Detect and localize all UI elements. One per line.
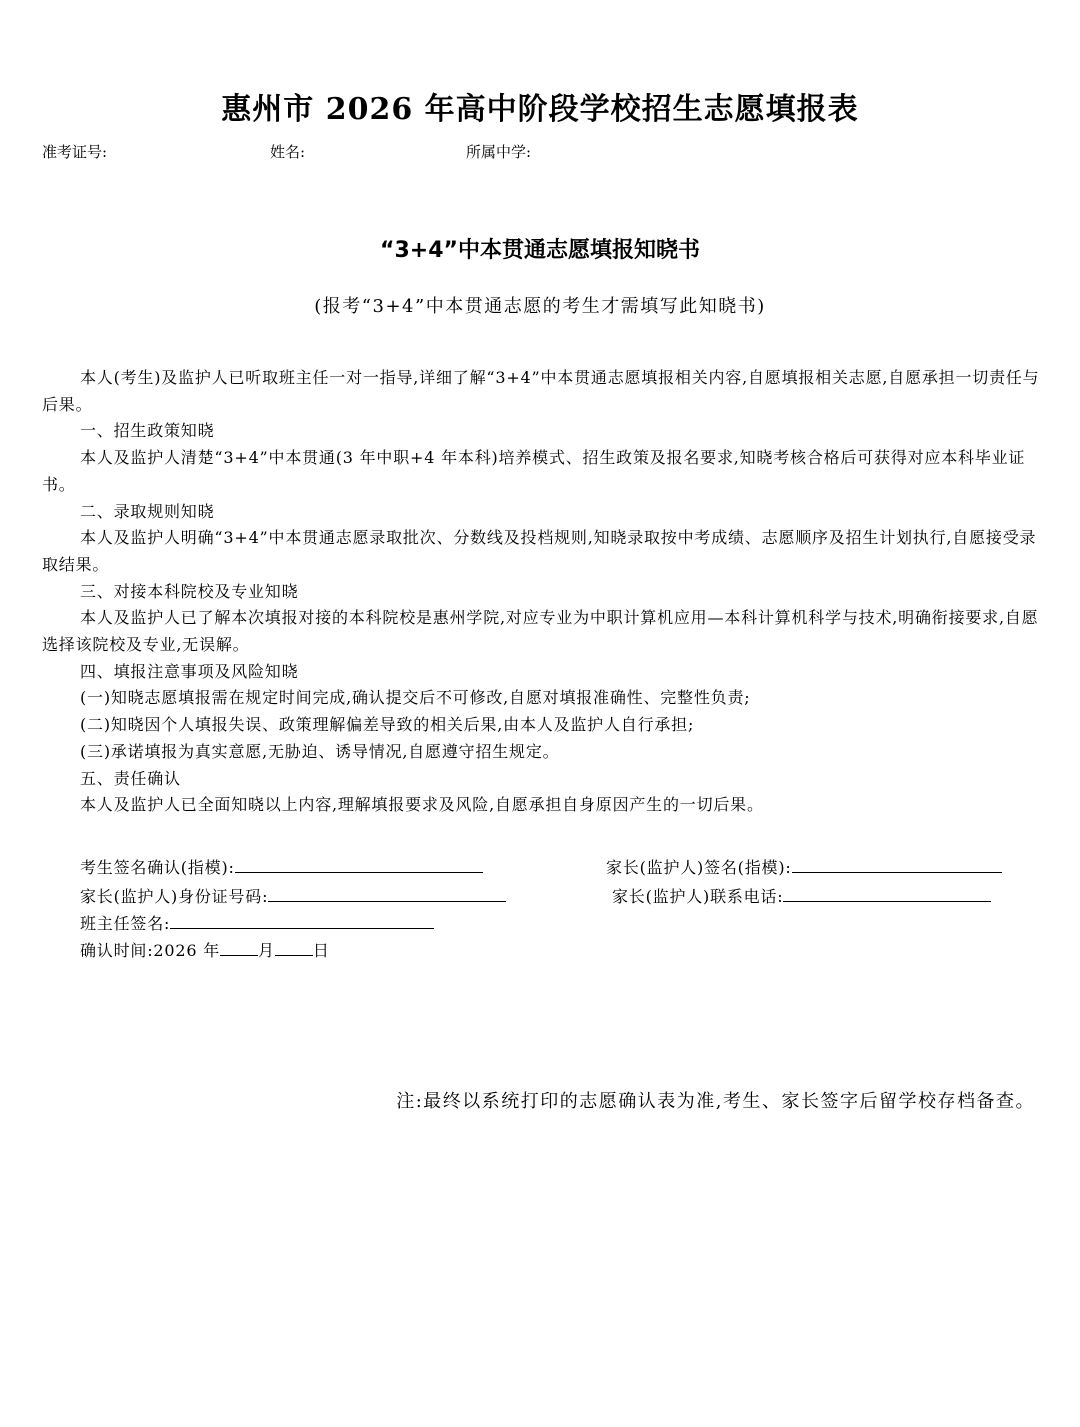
section-1-text: 本人及监护人清楚“3+4”中本贯通(3 年中职+4 年本科)培养模式、招生政策及报名要求,知晓考核合格后可获得对应本科毕业证书。 [42, 448, 1026, 494]
section-1-heading: 一、招生政策知晓 [80, 421, 215, 441]
notice-subtitle: (报考“3+4”中本贯通志愿的考生才需填写此知晓书) [314, 296, 766, 317]
section-4-item-1: (一)知晓志愿填报需在规定时间完成,确认提交后不可修改,自愿对填报准确性、完整性负责; [80, 688, 751, 708]
section-2-text: 本人及监护人明确“3+4”中本贯通志愿录取批次、分数线及投档规则,知晓录取按中考成绩、志愿顺序及招生计划执行,自愿接受录取结果。 [42, 528, 1037, 574]
day-label: 日 [312, 941, 330, 960]
teacher-signature-label: 班主任签名: [80, 914, 171, 933]
section-4-item-2: (二)知晓因个人填报失误、政策理解偏差导致的相关后果,由本人及监护人自行承担; [80, 715, 695, 735]
month-field[interactable] [220, 938, 258, 956]
document-title: 惠州市 2026 年高中阶段学校招生志愿填报表 [221, 92, 859, 127]
confirm-time-label: 确认时间:2026 年 [80, 941, 220, 960]
student-signature-row [80, 855, 483, 878]
notice-title: “3+4”中本贯通志愿填报知晓书 [380, 238, 700, 263]
section-3-text: 本人及监护人已了解本次填报对接的本科院校是惠州学院,对应专业为中职计算机应用—本科计算机科学与技术,明确衔接要求,自愿选择该院校及专业,无误解。 [42, 608, 1039, 655]
notice-body [42, 365, 1042, 819]
parent-id-field[interactable] [268, 884, 506, 902]
section-5-text: 本人及监护人已全面知晓以上内容,理解填报要求及风险,自愿承担自身原因产生的一切后果。 [80, 795, 764, 815]
section-4-item-3: (三)承诺填报为真实意愿,无胁迫、诱导情况,自愿遵守招生规定。 [80, 741, 560, 761]
section-4-heading: 四、填报注意事项及风险知晓 [80, 661, 299, 681]
confirm-time-row [80, 938, 330, 961]
parent-id-label: 家长(监护人)身份证号码: [80, 887, 269, 906]
school-label: 所属中学: [466, 143, 532, 161]
day-field[interactable] [275, 938, 313, 956]
section-2-heading: 二、录取规则知晓 [80, 501, 215, 521]
parent-signature-field[interactable] [792, 855, 1002, 873]
parent-phone-row [612, 884, 991, 907]
parent-id-row [80, 884, 506, 907]
teacher-signature-row [80, 911, 434, 934]
teacher-signature-field[interactable] [170, 911, 434, 929]
section-5-heading: 五、责任确认 [80, 768, 181, 788]
section-3-heading: 三、对接本科院校及专业知晓 [80, 581, 299, 601]
footnote: 注:最终以系统打印的志愿确认表为准,考生、家长签字后留学校存档备查。 [396, 1091, 1035, 1112]
exam-id-label: 准考证号: [42, 143, 108, 161]
student-signature-field[interactable] [235, 855, 483, 873]
name-label: 姓名: [270, 143, 306, 161]
student-signature-label: 考生签名确认(指模): [80, 858, 235, 877]
intro-paragraph: 本人(考生)及监护人已听取班主任一对一指导,详细了解“3+4”中本贯通志愿填报相关内容,自愿填报相关志愿,自愿承担一切责任与后果。 [42, 368, 1040, 414]
month-label: 月 [258, 941, 275, 960]
parent-signature-label: 家长(监护人)签名(指模): [606, 858, 792, 877]
parent-phone-label: 家长(监护人)联系电话: [612, 887, 784, 906]
parent-signature-row [606, 855, 1002, 878]
parent-phone-field[interactable] [783, 884, 991, 902]
